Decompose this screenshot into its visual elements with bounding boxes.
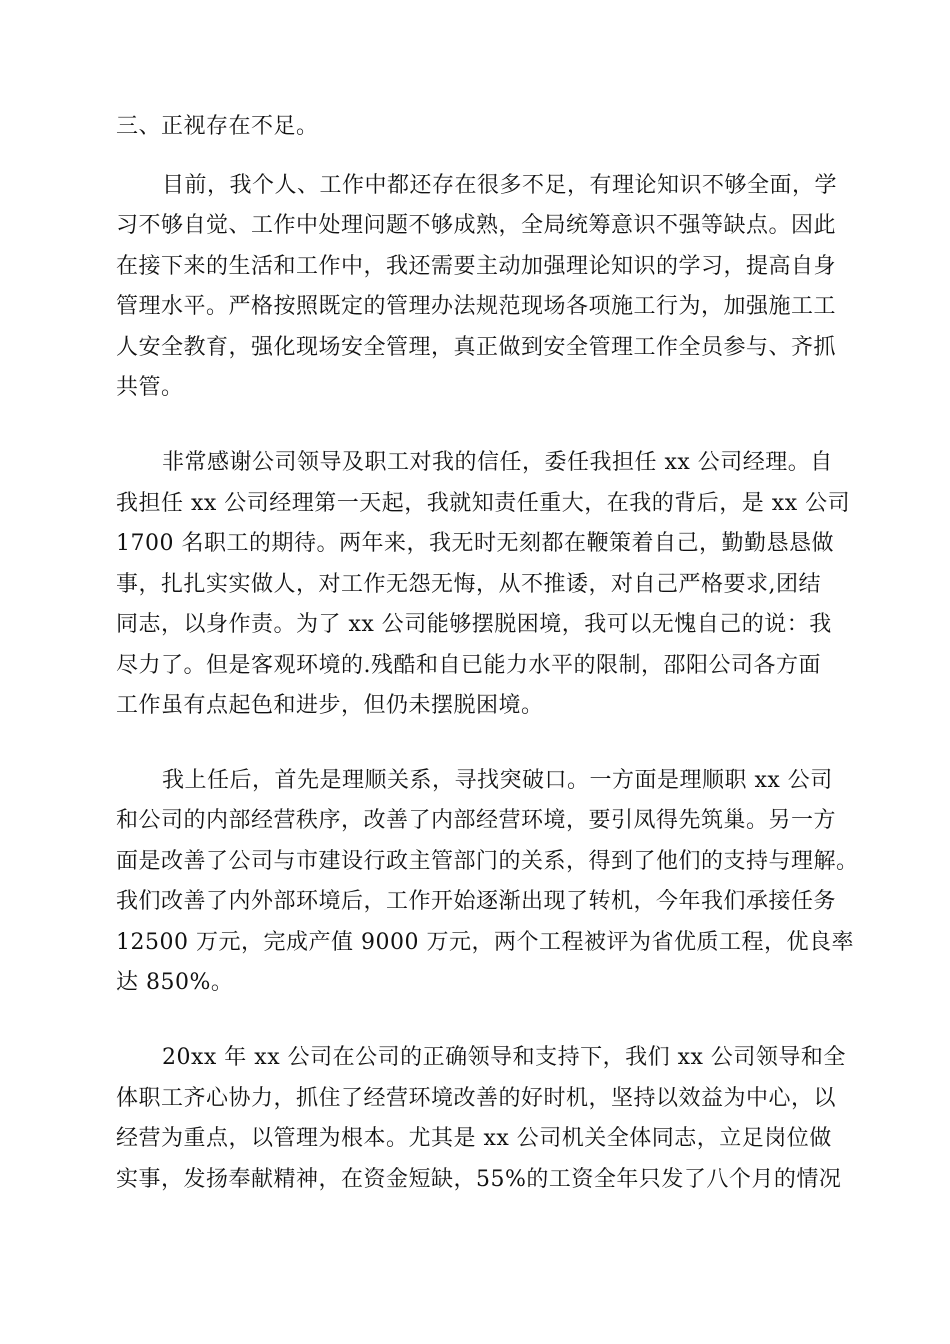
paragraph-line: 工作虽有点起色和进步，但仍未摆脱困境。: [116, 693, 544, 718]
paragraph-line: 我上任后，首先是理顺关系，寻找突破口。一方面是理顺职 xx 公司: [162, 768, 833, 793]
paragraph-line: 面是改善了公司与市建设行政主管部门的关系，得到了他们的支持与理解。: [116, 849, 859, 874]
paragraph-line: 达 850%。: [116, 970, 234, 995]
paragraph-line: 和公司的内部经营秩序，改善了内部经营环境，要引凤得先筑巢。另一方: [116, 808, 837, 833]
paragraph-line: 我们改善了内外部环境后，工作开始逐渐出现了转机，今年我们承接任务: [116, 889, 837, 914]
paragraph-line: 1700 名职工的期待。两年来，我无时无刻都在鞭策着自己，勤勤恳恳做: [116, 531, 834, 556]
paragraph-line: 非常感谢公司领导及职工对我的信任，委任我担任 xx 公司经理。自: [162, 450, 833, 475]
paragraph-line: 在接下来的生活和工作中，我还需要主动加强理论知识的学习，提高自身: [116, 254, 837, 279]
section-heading: 三、正视存在不足。: [116, 114, 319, 139]
paragraph-line: 习不够自觉、工作中处理问题不够成熟，全局统筹意识不强等缺点。因此: [116, 213, 837, 238]
paragraph-line: 实事，发扬奉献精神，在资金短缺，55%的工资全年只发了八个月的情况: [116, 1167, 842, 1192]
paragraph-line: 目前，我个人、工作中都还存在很多不足，有理论知识不够全面，学: [162, 173, 838, 198]
paragraph-line: 同志，以身作责。为了 xx 公司能够摆脱困境，我可以无愧自己的说：我: [116, 612, 832, 637]
paragraph-line: 12500 万元，完成产值 9000 万元，两个工程被评为省优质工程，优良率: [116, 930, 854, 955]
paragraph-line: 我担任 xx 公司经理第一天起，我就知责任重大，在我的背后，是 xx 公司: [116, 491, 851, 516]
paragraph-line: 经营为重点，以管理为根本。尤其是 xx 公司机关全体同志，立足岗位做: [116, 1126, 832, 1151]
paragraph-line: 体职工齐心协力，抓住了经营环境改善的好时机，坚持以效益为中心，以: [116, 1086, 837, 1111]
paragraph-line: 事，扎扎实实做人，对工作无怨无悔，从不推诿，对自己严格要求,团结: [116, 572, 821, 597]
paragraph-line: 人安全教育，强化现场安全管理，真正做到安全管理工作全员参与、齐抓: [116, 335, 837, 360]
paragraph-line: 管理水平。严格按照既定的管理办法规范现场各项施工行为，加强施工工: [116, 294, 837, 319]
paragraph-line: 尽力了。但是客观环境的.残酷和自已能力水平的限制，邵阳公司各方面: [116, 653, 821, 678]
paragraph-line: 20xx 年 xx 公司在公司的正确领导和支持下，我们 xx 公司领导和全: [162, 1045, 846, 1070]
paragraph-line: 共管。: [116, 375, 184, 400]
